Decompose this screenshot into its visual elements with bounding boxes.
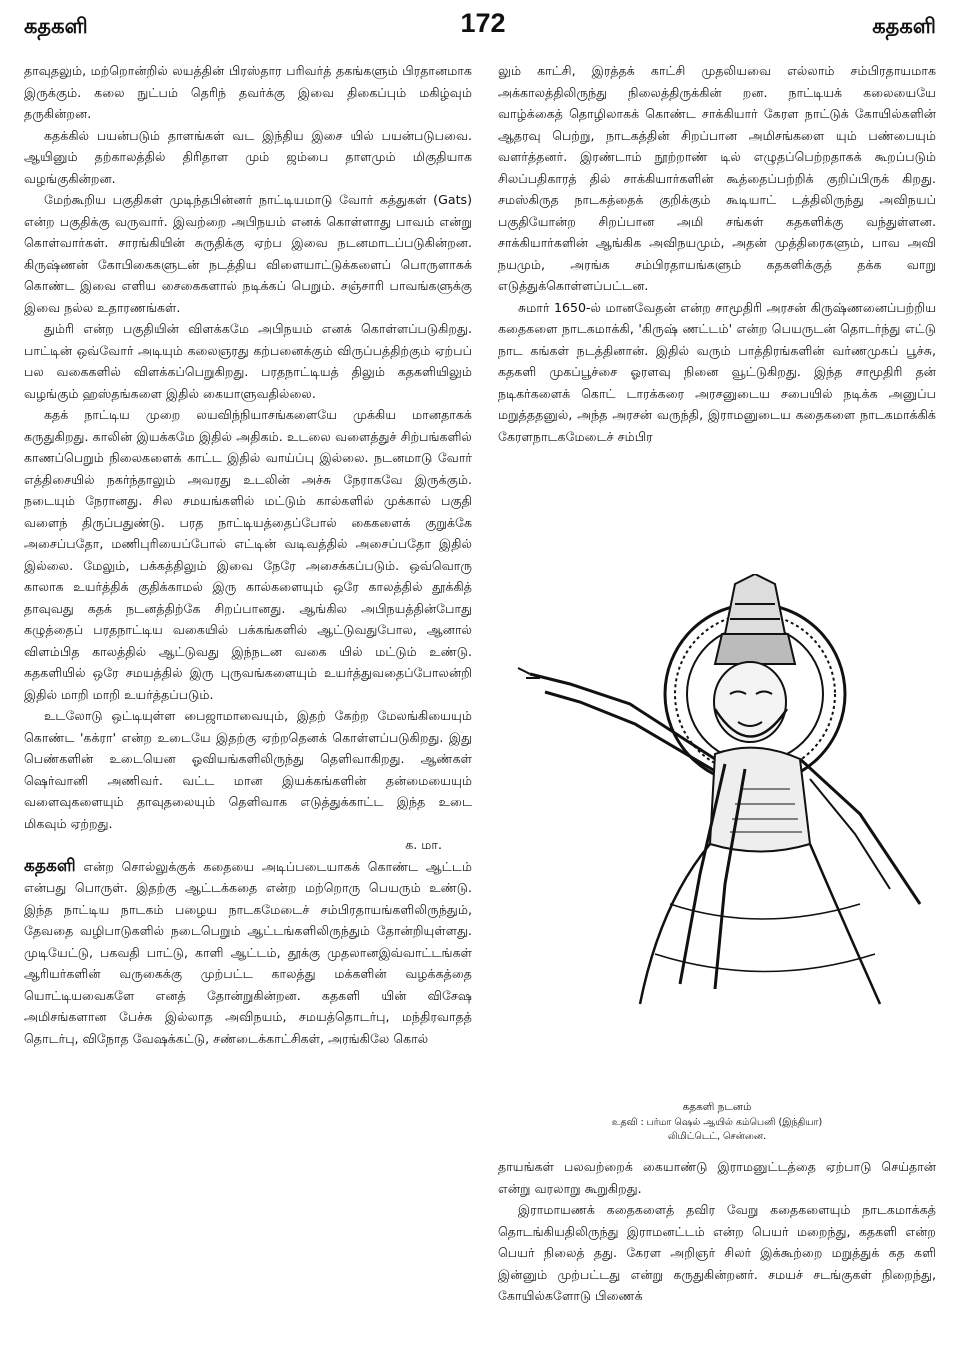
paragraph: தாவுதலும், மற்றொன்றில் லயத்தின் பிரஸ்தார பரிவர்த் தகங்களும் பிரதானமாக இருக்கும். கலை நுட்பம் தெரிந் தவர்க்கு இவை திகைப்பும் மகிழ்வும் தருகின்றன. [24, 63, 472, 121]
paragraph: உடலோடு ஒட்டியுள்ள பைஜாமாவையும், இதற் கேற்ற மேலங்கியையும் கொண்ட 'கக்ரா' என்ற உடையே இதற்கு ஏற்றதெனக் கொள்ளப்படுகிறது. இது பெண்களின் உடையென ஓவியங்களிலிருந்து தெளிவாகிறது. ஆண்கள் ஷெர்வானி அணிவர். வட்ட மான இயக்கங்களின் தன்மையையும் வளைவுகளையும் தாவுதலையும் தெளிவாக எடுத்துக்காட்ட இந்த உடை மிகவும் ஏற்றது. [24, 708, 472, 831]
paragraph: தும்ரி என்ற பகுதியின் விளக்கமே அபிநயம் எனக் கொள்ளப்படுகிறது. பாட்டின் ஒவ்வோர் அடியும் கலைஞரது கற்பனைக்கும் விருப்பத்திற்கும் ஏற்பப் பல வகைகளில் விளக்கப்பெறுகிறது. பரதநாட்டியத் திலும் கதகளியிலும் வழங்கும் ஹஸ்தங்களை இதில் கையாளுவதில்லை. [24, 321, 472, 401]
left-column [24, 60, 472, 1049]
header-title-right: கதகளி [872, 14, 936, 38]
paragraph: கதக் நாட்டிய முறை லயவிந்நியாசங்களையே முக்கிய மானதாகக் கருதுகிறது. காலின் இயக்கமே இதில் அதிகம். உடலை வளைத்துச் சிற்பங்களில் காணப்பெறும் நிலைகளைக் காட்ட இதில் வாய்ப்பு இல்லை. நடனமாடு வோர் எத்திசையில் நகர்ந்தாலும் அவரது உடலின் அச்சு நேராகவே இருக்கும். நடையும் நேரானது. சில சமயங்களில் மட்டும் கால்களில் முக்கால் பகுதி வளைந் திருப்பதுண்டு. பரத நாட்டியத்தைப்போல் கைகளைக் குறுக்கே அசைப்பதோ, மணிபுரியைப்போல் எட்டின் வடிவத்தில் அசைப்பதோ இதில் இல்லை. மேலும், பக்கத்திலும் இவை நேரே அசைக்கப்படும். ஒவ்வொரு காலாக உயர்த்திக் குதிக்காமல் இரு கால்களையும் ஒரே காலத்தில் தூக்கித் தாவுவது கதக் நடனத்திற்கே சிறப்பானது. ஆங்கில அபிநயத்தின்போது கழுத்தைப் பரதநாட்டிய வகையில் பக்கங்களில் ஆட்டுவதுபோல, ஆனால் விளம்பித காலத்தில் ஆட்டுவது இந்நடன வகை யில் மட்டும் உண்டு. கதகளியில் ஒரே சமயத்தில் இரு புருவங்களையும் உயர்த்துவதைப்போலன்றி இதில் மாறி மாறி உயர்த்தப்படும். [24, 407, 472, 702]
figure-credit: உதவி : பர்மா ஷெல் ஆயில் கம்பெனி (இந்தியா) [611, 1117, 823, 1128]
entry-text: என்ற சொல்லுக்குக் கதையை அடிப்படையாகக் கொண்ட ஆட்டம் என்பது பொருள். இதற்கு ஆட்டக்கதை என்ற மற்றொரு பெயரும் உண்டு. இந்த நாட்டிய நாடகம் பழைய நாடகமேடைச் சம்பிரதாயங்களிலிருந்தும், தேவதை வழிபாடுகளில் நடைபெறும் ஆட்டங்களிலிருந்தும் தோன்றியுள்ளது. முடியேட்டு, பகவதி பாட்டு, காளி ஆட்டம், தூக்கு முதலானஇவ்வாட்டங்கள் ஆரியர்களின் வருகைக்கு முற்பட்ட காலத்து மக்களின் வழக்கத்தை யொட்டியவைகளே எனத் தோன்றுகின்றன. கதகளி யின் விசேஷ அமிசங்களான பேச்சு இல்லாத அவிநயம், சமயத்தொடர்பு, மந்திரவாதத் தொடர்பு, விநோத வேஷக்கட்டு, சண்டைக்காட்சிகள், அரங்கிலே கொல் [24, 858, 472, 1046]
entry-title: கதகளி [24, 855, 76, 876]
paragraph: சுமார் 1650-ல் மானவேதன் என்ற சாமூதிரி அரசன் கிருஷ்ணனைப்பற்றிய கதைகளை நாடகமாக்கி, 'கிருஷ் ணட்டம்' என்ற பெயருடன் தொடர்ந்து எட்டு நாட கங்கள் நடத்தினான். இதில் வரும் பாத்திரங்களின் வர்ணமுகப் பூச்சு, கதகளி முகப்பூச்சை ஓரளவு நினை வூட்டுகிறது. இந்த சாமூதிரி தன் நடிகர்களைக் கொட் டாரக்கரை அரசனுடைய சபையில் நடிக்க அனுப்ப மறுத்ததனுல், அந்த அரசன் வருந்தி, இராமனுடைய கதைகளை நாடகமாக்கிக் கேரளநாடகமேடைச் சம்பிர [498, 299, 936, 444]
page-number: 172 [460, 8, 506, 38]
right-column-top [498, 60, 936, 447]
right-column-bottom [498, 1156, 936, 1307]
header-title-left: கதகளி [24, 14, 88, 38]
kathakali-dancer-illustration [510, 574, 940, 1006]
entry-paragraph [24, 856, 472, 1050]
figure-caption: கதகளி நடனம் [682, 1101, 752, 1113]
paragraph: மேற்கூறிய பகுதிகள் முடிந்தபின்னர் நாட்டியமாடு வோர் கத்துகள் (Gats) என்ற பகுதிக்கு வருவார். இவற்றை அபிநயம் எனக் கொள்ளாது பாவம் என்று கொள்வார்கள். சாரங்கியின் சுருதிக்கு ஏற்ப இவை நடனமாடப்படுகின்றன. கிருஷ்ணன் கோபிகைகளுடன் நடத்திய விளையாட்டுக்களைப் பொருளாகக் கொண்ட இவை எளிய சைகைகளால் நடிக்கப் பெறும். சஞ்சாரி பாவங்களுக்கு இவை நல்ல உதாரணங்கள். [24, 192, 472, 315]
figure-credit-line2: லிமிட்டெட், சென்னை. [667, 1131, 767, 1142]
page-header [0, 8, 966, 48]
dancer-drawing [510, 574, 940, 1006]
paragraph: லும் காட்சி, இரத்தக் காட்சி முதலியவை எல்லாம் சம்பிரதாயமாக அக்காலத்திலிருந்து நிலைத்திருக்கின் றன. நாட்டியக் கலையையே வாழ்க்கைத் தொழிலாகக் கொண்ட சாக்கியார் கேரள நாட்டுக் கோயில்களின் ஆதரவு பெற்று, நாடகத்தின் சிறப்பான அமிசங்களை யும் பண்பையும் வளர்த்தனர். இரண்டாம் நூற்றாண் டில் எழுதப்பெற்றதாகக் கூறப்படும் சிலப்பதிகாரத் தில் சாக்கியார்களின் கூத்தைப்பற்றிக் குறிப்பிருக் கிறது. சமஸ்கிருத நாடகத்தைக் குறிக்கும் கூடியாட் டத்திலிருந்து அவிநயப் பகுதியோன்ற சிறப்பான அமி சங்கள் கதகளிக்கு வந்துள்ளன. சாக்கியார்களின் ஆங்கிக அவிநயமும், அதன் முத்திரைகளும், பாவ அவி நயமும், அரங்க சம்பிரதாயங்களும் கதகளிக்குத் தக்க வாறு எடுத்துக்கொள்ளப்பட்டன. [498, 63, 936, 293]
paragraph: தாயங்கள் பலவற்றைக் கையாண்டு இராமனுட்டத்தை ஏற்பாடு செய்தான் என்று வரலாறு கூறுகிறது. [498, 1159, 936, 1196]
paragraph: இராமாயணக் கதைகளைத் தவிர வேறு கதைகளையும் நாடகமாக்கத் தொடங்கியதிலிருந்து இராமனட்டம் என்ற பெயர் மறைந்து, கதகளி என்ற பெயர் நிலைத் தது. கேரள அறிஞர் சிலர் இக்கூற்றை மறுத்துக் கத களி இன்னும் முற்பட்டது என்று கருதுகின்றனர். சமயச் சடங்குகள் நிறைந்து, கோயில்களோடு பிணைக் [498, 1202, 936, 1303]
paragraph: கதக்கில் பயன்படும் தாளங்கள் வட இந்திய இசை யில் பயன்படுபவை. ஆயினும் தற்காலத்தில் திரிதாள மும் ஜம்பை தாளமும் மிகுதியாக வழங்குகின்றன. [24, 127, 472, 186]
author-signature: க. மா. [405, 837, 442, 852]
